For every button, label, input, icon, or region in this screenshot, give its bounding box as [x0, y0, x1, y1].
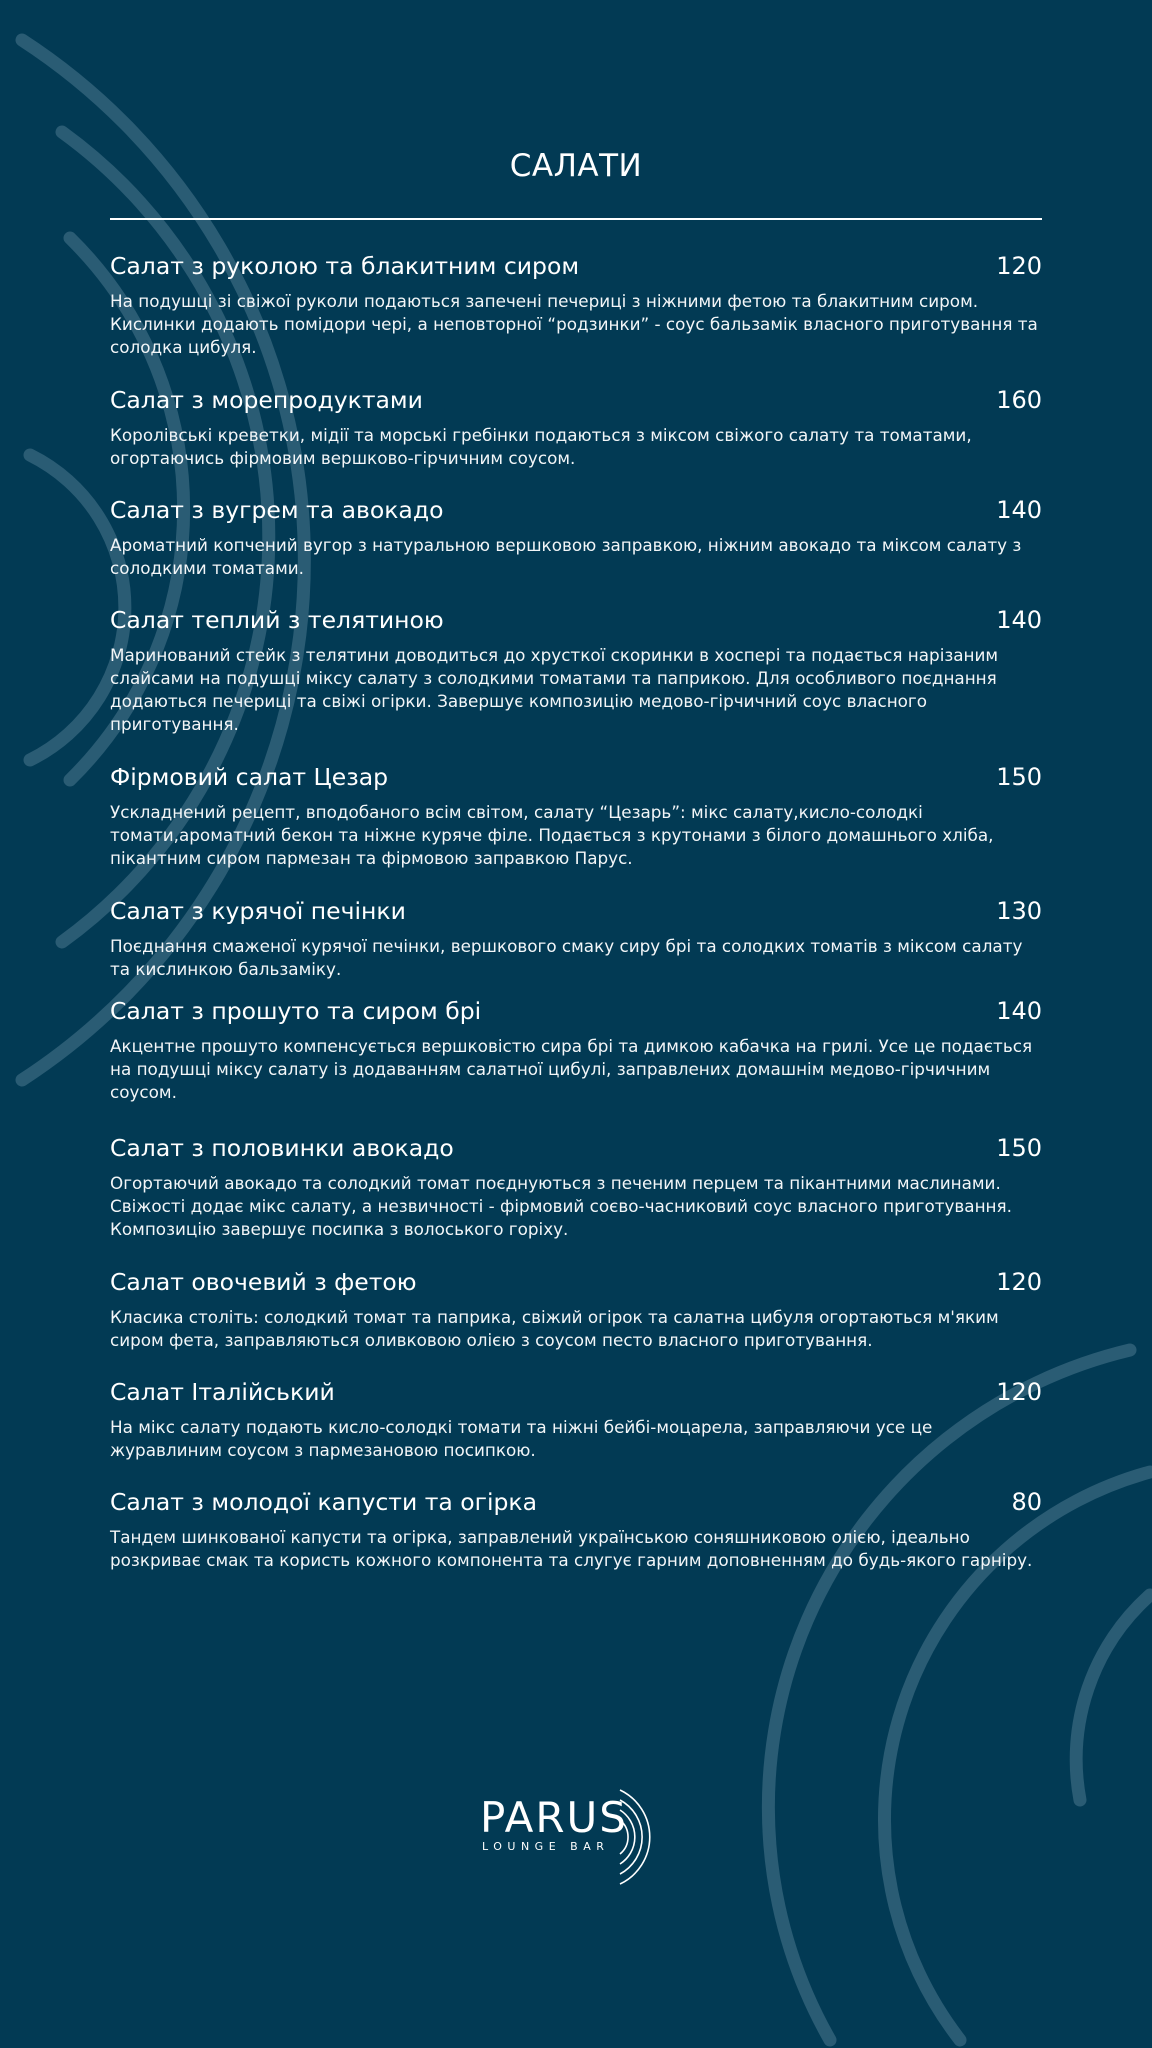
- dish-description: Акцентне прошуто компенсується вершковістю сира брі та димкою кабачка на грилі. Усе це подається на подушці міксу салату із додаванням салатної цибулі, заправлених домашнім медово-гірчичним соусом.: [110, 1036, 1033, 1102]
- dish-price: 80: [1011, 1488, 1042, 1516]
- dish-description: Ускладнений рецепт, вподобаного всім світом, салату “Цезарь”: мікс салату,кисло-солодкі томати,ароматний бекон та ніжне куряче філе. Подається з крутонами з білого домашнього хліба, пікантним сиром пармезан та фірмовою заправкою Парус.: [110, 802, 994, 868]
- logo-wordmark: PARUS: [480, 1793, 628, 1842]
- dish-description: Королівські креветки, мідії та морські гребінки подаються з міксом свіжого салату та томатами, огортаючись фірмовим вершково-гірчичним соусом.: [110, 425, 972, 468]
- menu-item: [110, 895, 1042, 981]
- dish-name: Салат овочевий з фетою: [110, 1268, 417, 1296]
- menu-item: [110, 995, 1042, 1104]
- dish-price: 120: [996, 1268, 1042, 1296]
- logo-subtitle: LOUNGE BAR: [482, 1840, 610, 1853]
- menu-item: [110, 1132, 1042, 1241]
- dish-name: Салат теплий з телятиною: [110, 606, 444, 634]
- dish-name: Салат з молодої капусти та огірка: [110, 1488, 538, 1516]
- title-divider: [110, 218, 1042, 220]
- dish-description: Огортаючий авокадо та солодкий томат поєднуються з печеним перцем та пікантними маслинами. Свіжості додає мікс салату, а незвичності - фірмовий соєво-часниковий соус власного приготування. Композицію завершує посипка з волоського горіху.: [110, 1173, 1012, 1239]
- dish-name: Фірмовий салат Цезар: [110, 763, 389, 791]
- menu-item: [110, 1376, 1042, 1462]
- menu-item: [110, 1486, 1042, 1572]
- dish-price: 140: [996, 606, 1042, 634]
- menu-item: [110, 1266, 1042, 1352]
- dish-price: 130: [996, 897, 1042, 925]
- menu-item: [110, 250, 1042, 359]
- dish-description: Маринований стейк з телятини доводиться до хрусткої скоринки в хоспері та подається нарізаним слайсами на подушці міксу салату з солодкими томатами та паприкою. Для особливого поєднання додаються печериці та свіжі огірки. Завершує композицію медово-гірчичний соус власного приготування.: [110, 645, 999, 734]
- dish-name: Салат з прошуто та сиром брі: [110, 997, 482, 1025]
- dish-price: 160: [996, 386, 1042, 414]
- dish-description: Тандем шинкованої капусти та огірка, заправлений українською соняшниковою олією, ідеально розкриває смак та користь кожного компонента та слугує гарним доповненням до будь-якого гарніру.: [110, 1527, 1033, 1570]
- dish-description: Поєднання смаженої курячої печінки, вершкового смаку сиру брі та солодких томатів з міксом салату та кислинкою бальзаміку.: [110, 936, 1023, 979]
- dish-price: 120: [996, 252, 1042, 280]
- dish-description: Ароматний копчений вугор з натуральною вершковою заправкою, ніжним авокадо та міксом салату з солодкими томатами.: [110, 535, 1022, 578]
- dish-name: Салат з вугрем та авокадо: [110, 496, 444, 524]
- dish-name: Салат з половинки авокадо: [110, 1134, 454, 1162]
- dish-description: Класика століть: солодкий томат та паприка, свіжий огірок та салатна цибуля огортаються м'яким сиром фета, заправляються оливковою олією з соусом песто власного приготування.: [110, 1307, 999, 1350]
- dish-price: 120: [996, 1378, 1042, 1406]
- dish-price: 140: [996, 496, 1042, 524]
- parus-logo: [470, 1780, 690, 1890]
- dish-name: Салат з морепродуктами: [110, 386, 423, 414]
- menu-item: [110, 384, 1042, 470]
- dish-name: Салат Італійський: [110, 1378, 335, 1406]
- dish-name: Салат з курячої печінки: [110, 897, 406, 925]
- menu-item: [110, 761, 1042, 870]
- dish-price: 150: [996, 763, 1042, 791]
- dish-name: Салат з руколою та блакитним сиром: [110, 252, 580, 280]
- dish-description: На мікс салату подають кисло-солодкі томати та ніжні бейбі-моцарела, заправляючи усе це журавлиним соусом з пармезановою посипкою.: [110, 1417, 933, 1460]
- arc-bottom-right-small: [1076, 1595, 1150, 1800]
- section-title: САЛАТИ: [509, 148, 643, 184]
- dish-price: 150: [996, 1134, 1042, 1162]
- menu-item: [110, 604, 1042, 736]
- menu-item: [110, 494, 1042, 580]
- dish-price: 140: [996, 997, 1042, 1025]
- dish-description: На подушці зі свіжої руколи подаються запечені печериці з ніжними фетою та блакитним сиром. Кислинки додають помідори чері, а неповторної “родзинки” - соус бальзамік власного приготування та солодка цибуля.: [110, 291, 1038, 357]
